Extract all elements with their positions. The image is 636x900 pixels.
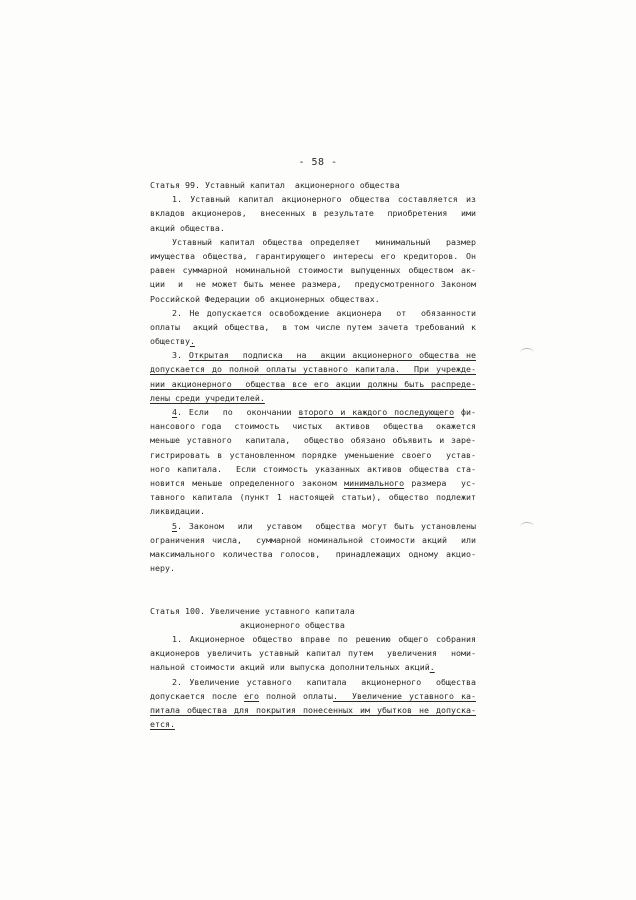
a99-p5-num: 4 — [172, 407, 177, 417]
a99-p2-line: равен суммарной номинальной стоимости выпущенных обществом ак- — [150, 265, 476, 276]
a99-p6-line — [150, 519, 476, 533]
a100-p1-line: акционеров увеличить уставный капитал путем увеличения номи- — [150, 648, 476, 659]
a99-p5-underlined: минимального — [344, 477, 405, 488]
a99-p3-end: . — [189, 336, 195, 347]
a99-p5-text: . Если по окончании — [177, 407, 299, 417]
a100-p2-underlined: . — [332, 690, 353, 701]
a99-p1-line: 1. Уставный капитал акционерного общества составляется из — [172, 194, 476, 205]
a100-p2-underlined: его — [243, 690, 259, 701]
a100-p2-underlined-line: питала общества для покрытия понесенных им убытков не допуска- — [150, 704, 476, 715]
a99-p6-text: . Законом или уставом общества могут быть установлены — [177, 520, 476, 531]
article-99-title: Статья 99. Уставный капитал акционерного общества — [150, 180, 400, 190]
a99-p3-line — [150, 334, 476, 348]
a100-p1-text: нальной стоимости акций или выпуска дополнительных акций — [150, 662, 430, 673]
a99-p5-line: ного капитала. Если стоимость указанных активов общества ста- — [150, 463, 476, 474]
margin-mark — [520, 522, 534, 531]
a100-p1-line — [150, 660, 476, 674]
a100-p2-text: допускается после — [150, 690, 244, 701]
a100-p2-line — [150, 689, 476, 703]
margin-mark — [520, 348, 534, 357]
a100-p2-underlined: Увеличение уставного ка- — [352, 690, 476, 701]
a99-p4-line — [150, 391, 476, 405]
page-number: - 58 - — [298, 157, 338, 168]
a99-p6-num: 5 — [172, 520, 177, 531]
a99-p4-underlined: лены среди учредителей. — [150, 392, 265, 403]
a99-p5-line — [150, 405, 476, 419]
a99-p5-text: фи- — [454, 407, 476, 417]
article-100-title: Статья 100. Увеличение уставного капитала — [150, 605, 355, 616]
a100-p2-line — [150, 717, 476, 731]
article-gap — [150, 575, 476, 589]
a99-p5-line: гистрировать в установленном порядке уменьшение своего устав- — [150, 449, 476, 460]
a100-p1-end: . — [429, 662, 435, 673]
a99-p3-text: обществу — [150, 336, 190, 347]
a99-p6-line: ограничения числа, суммарной номинальной стоимости акций или — [150, 534, 476, 545]
a99-p6-line: неру. — [150, 563, 175, 574]
a99-p2-line: ции и не может быть менее размера, предусмотренного Законом — [150, 279, 476, 290]
a99-p5-line — [150, 476, 476, 490]
document-body — [150, 178, 476, 731]
a99-p5-line: меньше уставного капитала, общество обязано объявить и заре- — [150, 435, 476, 446]
a99-p5-text: новится меньше определенного законом — [150, 477, 345, 488]
article-gap — [150, 589, 476, 603]
a99-p5-line: тавного капитала (пункт 1 настоящей статьи), общество подлежит — [150, 492, 476, 503]
a99-p4-underlined: Открытая подписка на акции акционерного общества не — [188, 350, 476, 361]
a99-p2-line: имущества общества, гарантирующего интересы его кредиторов. Он — [150, 250, 476, 261]
a99-p4-line — [150, 348, 476, 362]
a99-p2-line: Уставный капитал общества определяет минимальный размер — [172, 236, 476, 247]
a99-p6-line: максимального количества голосов, принадлежащих одному акцио- — [150, 548, 476, 559]
a99-p1-line: акций общества. — [150, 222, 225, 233]
a100-p2-text: полной оплаты — [258, 690, 333, 701]
a100-p2-line: 2. Увеличение уставного капитала акционерного общества — [172, 676, 476, 687]
a99-p4-underlined-line: нии акционерного общества все его акции должны быть распреде- — [150, 378, 476, 389]
a99-p5-underlined: второго и каждого последующего — [298, 407, 455, 417]
a100-p1-line: 1. Акционерное общество вправе по решению общего собрания — [172, 634, 476, 644]
article-100-title-cont: акционерного общества — [240, 619, 345, 630]
a99-p4-num: 3. — [172, 350, 189, 361]
a99-p3-line: 2. Не допускается освобождение акционера от обязанности — [172, 307, 476, 318]
a99-p1-line: вкладов акционеров, внесенных в результате приобретения ими — [150, 208, 476, 219]
a99-p4-underlined-line: допускается до полной оплаты уставного капитала. При учрежде- — [150, 364, 476, 375]
a100-p2-underlined: ется. — [150, 719, 175, 730]
a99-p5-line: нансового года стоимость чистых активов общества окажется — [150, 421, 476, 432]
a99-p2-line: Российской Федерации об акционерных обществах. — [150, 293, 380, 304]
a99-p3-line: оплаты акций общества, в том числе путем зачета требований к — [150, 321, 476, 332]
a99-p5-line: ликвидации. — [150, 506, 205, 517]
a99-p5-text: размера ус- — [404, 477, 476, 488]
